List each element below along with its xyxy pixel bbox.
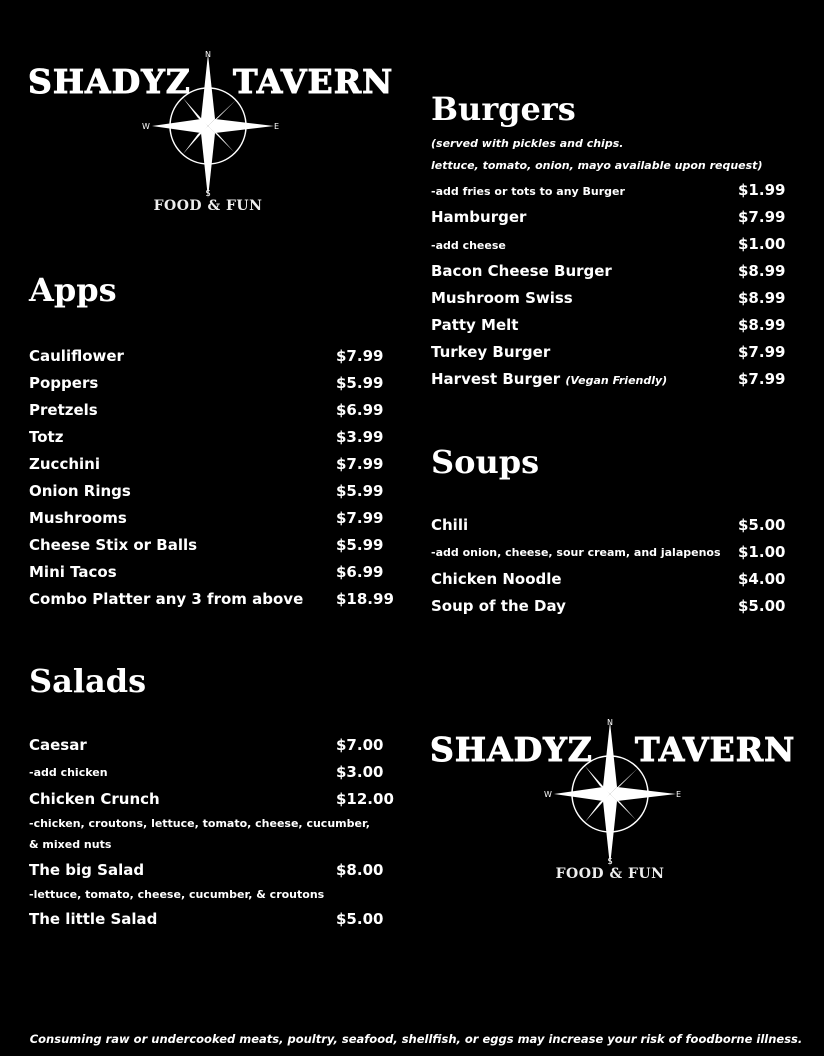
- compass-e: E: [274, 122, 280, 131]
- menu-item-name: The little Salad: [29, 910, 158, 928]
- burgers-heading: Burgers: [431, 90, 576, 128]
- menu-item-name: Mini Tacos: [29, 563, 117, 581]
- logo-name-right: TAVERN: [635, 730, 796, 769]
- menu-item-price: $8.99: [738, 289, 786, 307]
- food-safety-disclaimer: Consuming raw or undercooked meats, poultry, seafood, shellfish, or eggs may increase your risk of foodborne illness.: [29, 1032, 803, 1046]
- menu-item-price: $5.99: [336, 374, 384, 392]
- menu-item-price: $7.99: [336, 455, 384, 473]
- menu-addon-name: -add onion, cheese, sour cream, and jalapenos: [431, 546, 721, 559]
- menu-item-price: $5.00: [738, 597, 786, 615]
- logo-name-right: TAVERN: [233, 62, 394, 101]
- compass-w: W: [544, 790, 552, 799]
- menu-item-price: $7.99: [738, 208, 786, 226]
- menu-item-price: $5.99: [336, 536, 384, 554]
- menu-item-price: $18.99: [336, 590, 394, 608]
- menu-item-name: Mushrooms: [29, 509, 127, 527]
- menu-item-name: Turkey Burger: [431, 343, 551, 361]
- burgers-note: (served with pickles and chips.: [431, 137, 624, 150]
- menu-item-price: $5.99: [336, 482, 384, 500]
- menu-addon-name: -add cheese: [431, 239, 506, 252]
- menu-item-price: $7.99: [336, 509, 384, 527]
- menu-item-name: Caesar: [29, 736, 87, 754]
- menu-item-name: The big Salad: [29, 861, 145, 879]
- logo-name-left: SHADYZ: [430, 730, 593, 769]
- menu-item-name: Totz: [29, 428, 64, 446]
- menu-item-price: $3.99: [336, 428, 384, 446]
- menu-item-description: & mixed nuts: [29, 838, 112, 851]
- menu-item-name: Bacon Cheese Burger: [431, 262, 612, 280]
- menu-item-price: $7.99: [738, 343, 786, 361]
- compass-n: N: [607, 718, 613, 727]
- menu-addon-price: $1.99: [738, 181, 786, 199]
- logo-name-left: SHADYZ: [28, 62, 191, 101]
- menu-item-name: Combo Platter any 3 from above: [29, 590, 304, 608]
- menu-addon-price: $1.00: [738, 235, 786, 253]
- burgers-note: lettuce, tomato, onion, mayo available upon request): [431, 159, 763, 172]
- menu-item-harvest: [431, 370, 667, 390]
- menu-item-name: Onion Rings: [29, 482, 131, 500]
- menu-item-price: $5.00: [336, 910, 384, 928]
- menu-item-name: Poppers: [29, 374, 99, 392]
- menu-item-name: Chicken Crunch: [29, 790, 160, 808]
- menu-item-price: $6.99: [336, 401, 384, 419]
- menu-addon-name: -add chicken: [29, 766, 108, 779]
- compass-s: S: [205, 189, 211, 198]
- logo-top: [28, 48, 394, 218]
- menu-item-price: $5.00: [738, 516, 786, 534]
- logo-tagline: FOOD & FUN: [555, 866, 665, 882]
- menu-addon-price: $3.00: [336, 763, 384, 781]
- menu-item-price: $7.00: [336, 736, 384, 754]
- logo-bottom: [430, 716, 796, 886]
- salads-heading: Salads: [29, 662, 147, 700]
- compass-s: S: [607, 857, 613, 866]
- menu-item-name: Mushroom Swiss: [431, 289, 573, 307]
- apps-heading: Apps: [29, 271, 117, 309]
- menu-item-price: $12.00: [336, 790, 394, 808]
- menu-item-description: -chicken, croutons, lettuce, tomato, cheese, cucumber,: [29, 817, 370, 830]
- menu-item-name: Soup of the Day: [431, 597, 566, 615]
- compass-w: W: [142, 122, 150, 131]
- menu-item-price: $4.00: [738, 570, 786, 588]
- menu-item-name: Pretzels: [29, 401, 98, 419]
- menu-item-name: Cauliflower: [29, 347, 124, 365]
- menu-item-price: $8.99: [738, 262, 786, 280]
- compass-e: E: [676, 790, 682, 799]
- menu-addon-price: $1.00: [738, 543, 786, 561]
- vegan-note: (Vegan Friendly): [565, 374, 668, 387]
- soups-heading: Soups: [431, 443, 540, 481]
- menu-item-name: Cheese Stix or Balls: [29, 536, 198, 554]
- menu-item-price: $7.99: [336, 347, 384, 365]
- menu-item-name: Hamburger: [431, 208, 527, 226]
- menu-item-price: $7.99: [738, 370, 786, 388]
- menu-item-name: Patty Melt: [431, 316, 519, 334]
- menu-addon-name: -add fries or tots to any Burger: [431, 185, 625, 198]
- menu-item-name: Zucchini: [29, 455, 100, 473]
- compass-n: N: [205, 50, 211, 59]
- menu-item-price: $8.00: [336, 861, 384, 879]
- menu-item-name: Chili: [431, 516, 469, 534]
- menu-item-name: Harvest Burger: [431, 370, 561, 388]
- logo-tagline: FOOD & FUN: [153, 198, 263, 214]
- menu-item-price: $8.99: [738, 316, 786, 334]
- menu-item-description: -lettuce, tomato, cheese, cucumber, & croutons: [29, 888, 325, 901]
- menu-item-name: Chicken Noodle: [431, 570, 562, 588]
- menu-item-price: $6.99: [336, 563, 384, 581]
